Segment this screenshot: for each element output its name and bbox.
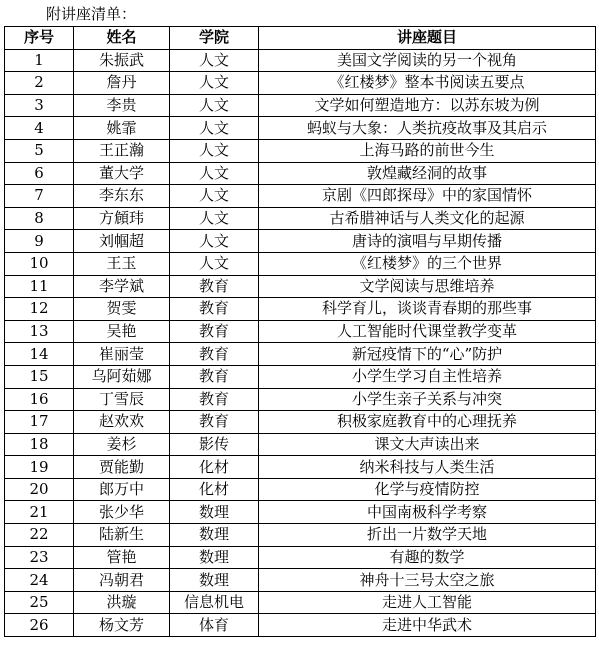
table-row <box>5 94 596 117</box>
row-number: 4 <box>5 117 74 140</box>
lecture-title: 中国南极科学考察 <box>259 501 596 524</box>
row-number: 10 <box>5 252 74 275</box>
table-row <box>5 343 596 366</box>
lecturer-name: 张少华 <box>74 501 170 524</box>
lecture-title: 上海马路的前世今生 <box>259 139 596 162</box>
school-name: 人文 <box>170 185 259 208</box>
table-row <box>5 298 596 321</box>
table-row <box>5 207 596 230</box>
row-number: 13 <box>5 320 74 343</box>
school-name: 人文 <box>170 72 259 95</box>
lecturer-name: 李学斌 <box>74 275 170 298</box>
row-number: 6 <box>5 162 74 185</box>
table-row <box>5 162 596 185</box>
lecture-title: 蚂蚁与大象：人类抗疫故事及其启示 <box>259 117 596 140</box>
school-name: 人文 <box>170 162 259 185</box>
lecturer-name: 乌阿茹娜 <box>74 365 170 388</box>
school-name: 体育 <box>170 614 259 637</box>
lecturer-name: 王玉 <box>74 252 170 275</box>
lecture-title: 积极家庭教育中的心理抚养 <box>259 411 596 434</box>
row-number: 17 <box>5 411 74 434</box>
lecture-title: 纳米科技与人类生活 <box>259 456 596 479</box>
lecture-title: 《红楼梦》整本书阅读五要点 <box>259 72 596 95</box>
header-school: 学院 <box>170 27 259 50</box>
school-name: 数理 <box>170 546 259 569</box>
school-name: 化材 <box>170 478 259 501</box>
row-number: 19 <box>5 456 74 479</box>
lecturer-name: 杨文芳 <box>74 614 170 637</box>
table-row <box>5 139 596 162</box>
table-row <box>5 320 596 343</box>
table-row <box>5 275 596 298</box>
row-number: 5 <box>5 139 74 162</box>
lecturer-name: 郎万中 <box>74 478 170 501</box>
school-name: 教育 <box>170 343 259 366</box>
lecturer-name: 赵欢欢 <box>74 411 170 434</box>
row-number: 3 <box>5 94 74 117</box>
table-row <box>5 411 596 434</box>
lecturer-name: 方頠玮 <box>74 207 170 230</box>
school-name: 教育 <box>170 388 259 411</box>
lecturer-name: 冯朝君 <box>74 569 170 592</box>
row-number: 23 <box>5 546 74 569</box>
lecture-title: 《红楼梦》的三个世界 <box>259 252 596 275</box>
row-number: 21 <box>5 501 74 524</box>
row-number: 12 <box>5 298 74 321</box>
lecturer-name: 朱振武 <box>74 49 170 72</box>
lecturer-name: 刘帼超 <box>74 230 170 253</box>
school-name: 教育 <box>170 275 259 298</box>
school-name: 教育 <box>170 365 259 388</box>
row-number: 8 <box>5 207 74 230</box>
table-row <box>5 433 596 456</box>
lecture-title: 小学生学习自主性培养 <box>259 365 596 388</box>
row-number: 25 <box>5 591 74 614</box>
row-number: 15 <box>5 365 74 388</box>
table-row <box>5 501 596 524</box>
school-name: 数理 <box>170 524 259 547</box>
table-row <box>5 117 596 140</box>
row-number: 16 <box>5 388 74 411</box>
lecturer-name: 詹丹 <box>74 72 170 95</box>
lecture-title: 走进人工智能 <box>259 591 596 614</box>
table-row <box>5 478 596 501</box>
lecture-title: 新冠疫情下的“心”防护 <box>259 343 596 366</box>
list-caption: 附讲座清单： <box>46 5 137 23</box>
lecture-title: 化学与疫情防控 <box>259 478 596 501</box>
table-row <box>5 49 596 72</box>
table-row <box>5 456 596 479</box>
table-row <box>5 72 596 95</box>
lecture-title: 唐诗的演唱与早期传播 <box>259 230 596 253</box>
table-row <box>5 569 596 592</box>
school-name: 人文 <box>170 117 259 140</box>
row-number: 20 <box>5 478 74 501</box>
lecturer-name: 陆新生 <box>74 524 170 547</box>
lecturer-name: 董大学 <box>74 162 170 185</box>
lecturer-name: 王正瀚 <box>74 139 170 162</box>
lecturer-name: 贺雯 <box>74 298 170 321</box>
lecturer-name: 姚霏 <box>74 117 170 140</box>
header-name: 姓名 <box>74 27 170 50</box>
school-name: 教育 <box>170 411 259 434</box>
lecture-title: 课文大声读出来 <box>259 433 596 456</box>
school-name: 影传 <box>170 433 259 456</box>
lecture-title: 小学生亲子关系与冲突 <box>259 388 596 411</box>
header-title: 讲座题目 <box>259 27 596 50</box>
school-name: 人文 <box>170 207 259 230</box>
lecturer-name: 贾能勤 <box>74 456 170 479</box>
school-name: 人文 <box>170 230 259 253</box>
row-number: 11 <box>5 275 74 298</box>
table-row <box>5 591 596 614</box>
table-row <box>5 388 596 411</box>
school-name: 信息机电 <box>170 591 259 614</box>
school-name: 人文 <box>170 94 259 117</box>
school-name: 人文 <box>170 49 259 72</box>
lecture-title: 人工智能时代课堂教学变革 <box>259 320 596 343</box>
lecturer-name: 丁雪辰 <box>74 388 170 411</box>
lecturer-name: 崔丽莹 <box>74 343 170 366</box>
lecturer-name: 姜杉 <box>74 433 170 456</box>
lecture-title: 有趣的数学 <box>259 546 596 569</box>
row-number: 7 <box>5 185 74 208</box>
lecturer-name: 李贵 <box>74 94 170 117</box>
table-row <box>5 524 596 547</box>
school-name: 教育 <box>170 320 259 343</box>
school-name: 数理 <box>170 501 259 524</box>
lecture-title: 神舟十三号太空之旅 <box>259 569 596 592</box>
header-number: 序号 <box>5 27 74 50</box>
table-row <box>5 185 596 208</box>
row-number: 22 <box>5 524 74 547</box>
school-name: 教育 <box>170 298 259 321</box>
school-name: 数理 <box>170 569 259 592</box>
lecturer-name: 管艳 <box>74 546 170 569</box>
lecture-title: 敦煌藏经洞的故事 <box>259 162 596 185</box>
lecture-title: 京剧《四郎探母》中的家国情怀 <box>259 185 596 208</box>
lecture-title: 走进中华武术 <box>259 614 596 637</box>
row-number: 26 <box>5 614 74 637</box>
lecture-title: 古希腊神话与人类文化的起源 <box>259 207 596 230</box>
lecture-title: 折出一片数学天地 <box>259 524 596 547</box>
school-name: 人文 <box>170 252 259 275</box>
lecturer-name: 洪璇 <box>74 591 170 614</box>
school-name: 化材 <box>170 456 259 479</box>
lecture-title: 文学如何塑造地方：以苏东坡为例 <box>259 94 596 117</box>
table-row <box>5 546 596 569</box>
lecture-title: 文学阅读与思维培养 <box>259 275 596 298</box>
table-body <box>5 49 596 636</box>
row-number: 18 <box>5 433 74 456</box>
row-number: 1 <box>5 49 74 72</box>
row-number: 24 <box>5 569 74 592</box>
lecture-table <box>4 26 596 637</box>
table-row <box>5 230 596 253</box>
row-number: 14 <box>5 343 74 366</box>
row-number: 9 <box>5 230 74 253</box>
lecture-title: 科学育儿，谈谈青春期的那些事 <box>259 298 596 321</box>
table-row <box>5 365 596 388</box>
lecturer-name: 吴艳 <box>74 320 170 343</box>
row-number: 2 <box>5 72 74 95</box>
school-name: 人文 <box>170 139 259 162</box>
table-row <box>5 614 596 637</box>
header-row <box>5 27 596 50</box>
lecturer-name: 李东东 <box>74 185 170 208</box>
lecture-title: 美国文学阅读的另一个视角 <box>259 49 596 72</box>
table-row <box>5 252 596 275</box>
